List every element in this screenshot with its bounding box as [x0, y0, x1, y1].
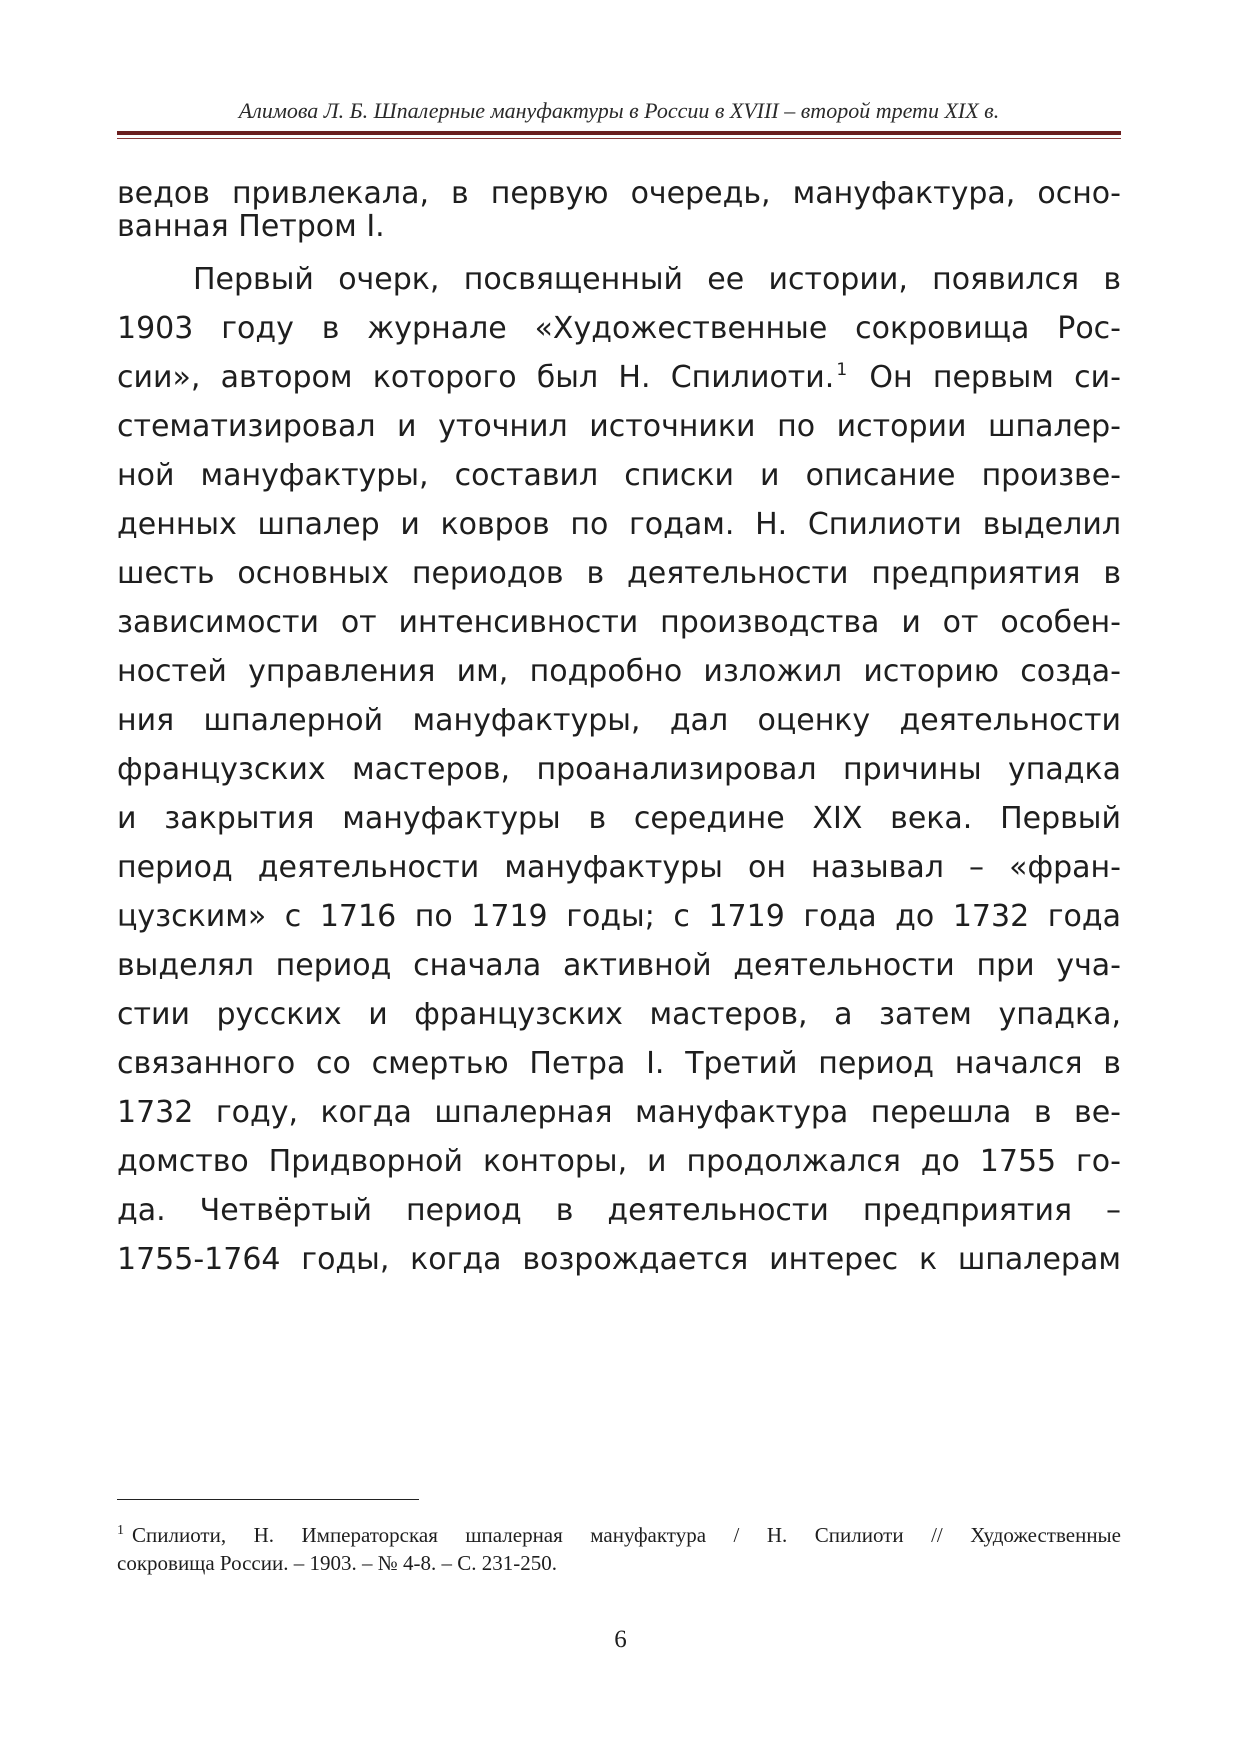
body-line: французских мастеров, проанализировал причины упадка	[117, 752, 1121, 787]
body-line: шесть основных периодов в деятельности предприятия в	[117, 556, 1121, 591]
footnote-reference[interactable]: 1	[836, 360, 848, 380]
body-line-part: сии», автором которого был Н. Спилиоти.	[117, 360, 835, 395]
body-line: домство Придворной конторы, и продолжался до 1755 го-	[117, 1144, 1121, 1179]
body-line: ностей управления им, подробно изложил историю созда-	[117, 654, 1121, 689]
body-line: 1732 году, когда шпалерная мануфактура перешла в ве-	[117, 1095, 1121, 1130]
footnote-text: Спилиоти, Н. Императорская шпалерная мануфактура / Н. Спилиоти // Художественные	[132, 1523, 1121, 1547]
body-line: ведов привлекала, в первую очередь, мануфактура, осно-	[117, 176, 1121, 211]
body-line	[117, 358, 1121, 398]
footnote-line: сокровища России. – 1903. – № 4-8. – С. 231-250.	[117, 1551, 557, 1575]
body-line: 1755-1764 годы, когда возрождается интерес к шпалерам	[117, 1242, 1121, 1277]
body-line: ния шпалерной мануфактуры, дал оценку деятельности	[117, 703, 1121, 738]
body-line: ной мануфактуры, составил списки и описание произве-	[117, 458, 1121, 493]
body-line: выделял период сначала активной деятельности при уча-	[117, 948, 1121, 983]
body-line: и закрытия мануфактуры в середине XIX века. Первый	[117, 801, 1121, 836]
body-line-part: Он первым си-	[869, 360, 1121, 395]
header-rule-thick	[117, 131, 1121, 135]
body-line: зависимости от интенсивности производства и от особен-	[117, 605, 1121, 640]
footnote-line	[117, 1521, 1121, 1549]
footnote-separator	[117, 1499, 419, 1500]
body-line: стематизировал и уточнил источники по истории шпалер-	[117, 409, 1121, 444]
footnote-marker: 1	[117, 1523, 124, 1538]
body-line: стии русских и французских мастеров, а затем упадка,	[117, 997, 1121, 1032]
body-line: ванная Петром I.	[117, 209, 385, 244]
body-line: денных шпалер и ковров по годам. Н. Спилиоти выделил	[117, 507, 1121, 542]
body-line: Первый очерк, посвященный ее истории, появился в	[193, 262, 1121, 297]
body-line: связанного со смертью Петра I. Третий период начался в	[117, 1046, 1121, 1081]
running-title: Алимова Л. Б. Шпалерные мануфактуры в России в XVIII – второй трети XIX в.	[238, 98, 1000, 123]
body-line: цузским» с 1716 по 1719 годы; с 1719 года до 1732 года	[117, 899, 1121, 934]
body-line: да. Четвёртый период в деятельности предприятия –	[117, 1193, 1121, 1228]
header-rule-thin	[117, 138, 1121, 139]
body-line: период деятельности мануфактуры он называл – «фран-	[117, 850, 1121, 885]
body-line: 1903 году в журнале «Художественные сокровища Рос-	[117, 311, 1121, 346]
page-number: 6	[614, 1626, 627, 1653]
